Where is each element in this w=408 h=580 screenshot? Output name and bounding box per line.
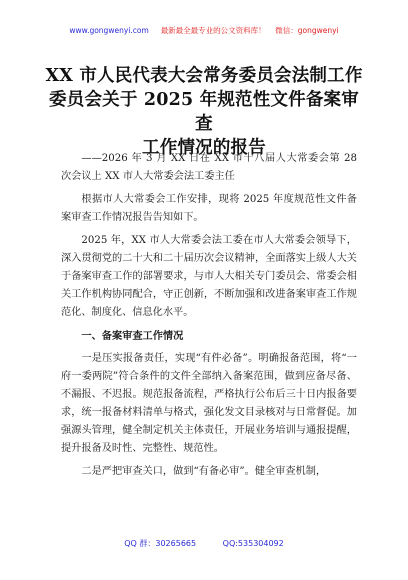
- header-site-link[interactable]: www.gongwenyi.com: [69, 26, 149, 35]
- header-banner: [0, 26, 408, 36]
- title-line-3: 工作情况的报告: [142, 138, 266, 158]
- paragraph-overview: 2025 年，XX 市人大常委会法工委在市人大常委会领导下，深入贯彻党的二十大和二十届历次会议精神，全面落实上级人大关于备案审查工作的部署要求，与市人大相关专门委员会、常委会相关工作机构协同配合，守正创新，不断加强和改进备案审查工作规范化、制度化、信息化水平。: [61, 235, 357, 318]
- header-wechat: 微信：gongwenyi: [275, 26, 339, 35]
- title-line-1: XX 市人民代表大会常务委员会法制工作: [45, 66, 363, 86]
- date-line: ——2026 年 3 月 XX 日在 XX 市十八届人大常委会第 28 次会议上 XX 市人大常委会法工委主任: [61, 153, 357, 182]
- paragraph-item-2: 二是严把审查关口，做到“有备必审”。健全审查机制，: [81, 466, 327, 477]
- document-body: [61, 150, 357, 486]
- header-slogan: 最新最全最专业的公文资料库！: [160, 26, 266, 35]
- footer: [0, 538, 408, 549]
- header-separator: [268, 26, 273, 35]
- footer-qq: QQ:535304092: [222, 539, 284, 548]
- footer-qq-group: QQ 群：30265665: [124, 539, 197, 548]
- title-line-2: 委员会关于 2025 年规范性文件备案审查: [49, 90, 359, 134]
- paragraph-item-1: 一是压实报备责任，实现“有件必备”。明确报备范围，将“一府一委两院”符合条件的文件全部纳入备案范围，做到应备尽备、不漏报、不迟报。规范报备流程，严格执行公布后三十日内报备要求，统一报备材料清单与格式，强化发文目录核对与日常督促。加强源头管理，健全制定机关主体责任，开展业务培训与通报提醒，提升报备及时性、完整性、规范性。: [61, 353, 357, 454]
- header-separator: [151, 26, 158, 35]
- section-heading-1: 一、备案审查工作情况: [81, 330, 184, 342]
- document-title: [42, 64, 366, 160]
- paragraph-intro: 根据市人大常委会工作安排，现将 2025 年度规范性文件备案审查工作情况报告告知如下。: [61, 194, 357, 223]
